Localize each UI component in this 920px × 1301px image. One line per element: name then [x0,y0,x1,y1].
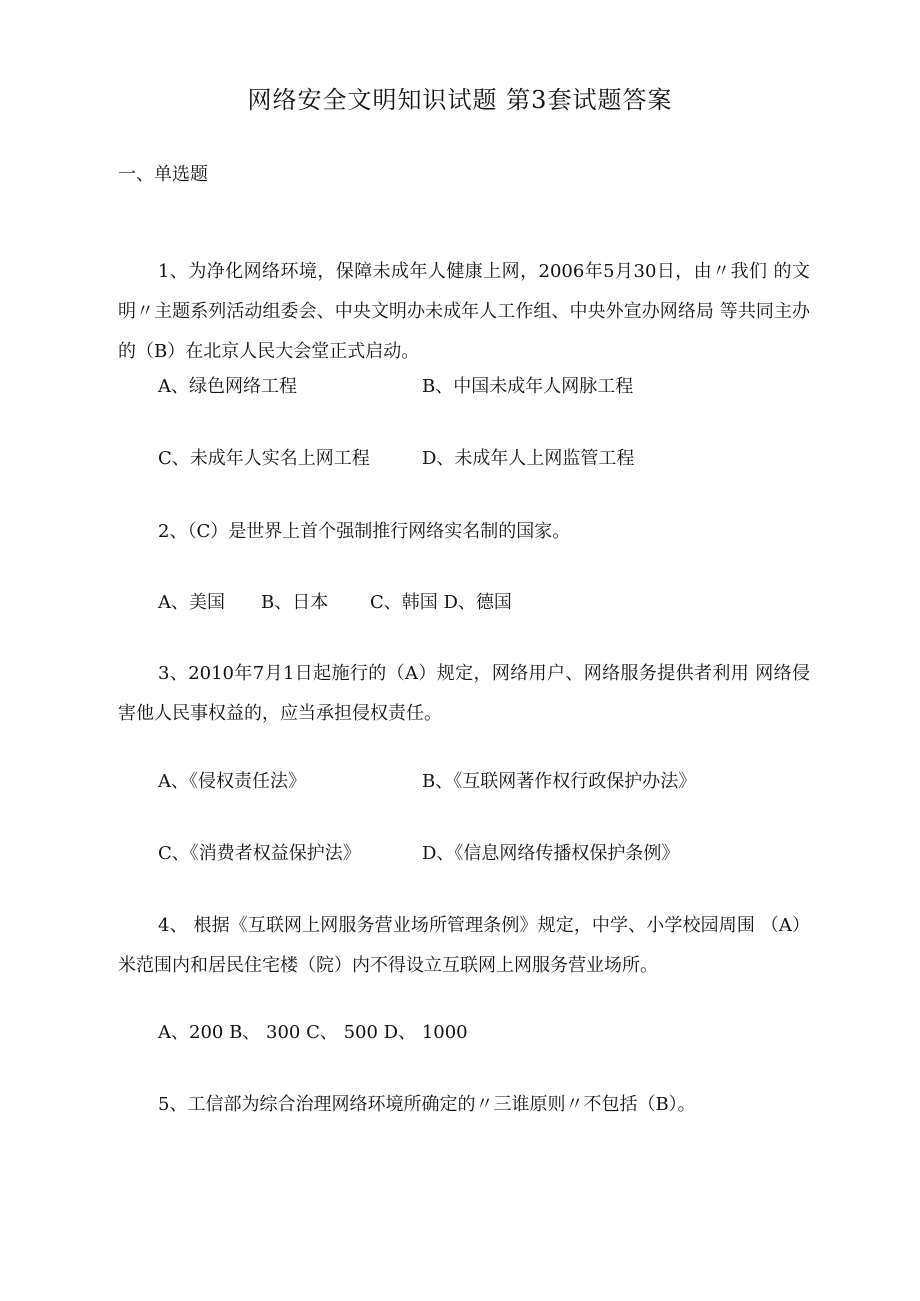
question-2: 2、（C）是世界上首个强制推行网络实名制的国家。 [158,521,571,542]
question-5: 5、工信部为综合治理网络环境所确定的〃三谁原则〃不包括（B）。 [158,1094,696,1115]
option-a: A、绿色网络工程 [158,376,297,397]
question-4: 4、 根据《互联网上网服务营业场所管理条例》规定，中学、小学校园周围 （A）米范围内和居民住宅楼（院）内不得设立互联网上网服务营业场所。 [118,915,810,976]
question-3-options-row-1 [158,767,810,797]
option-d: D、《信息网络传播权保护条例》 [422,843,680,864]
option-c: C、未成年人实名上网工程 [158,448,370,469]
question-3-options-row-2 [158,839,810,869]
option-b: B、中国未成年人网脉工程 [422,376,634,397]
option-d: D、未成年人上网监管工程 [422,448,635,469]
question-3: 3、2010年7月1日起施行的（A）规定，网络用户、网络服务提供者利用 网络侵害他人民事权益的，应当承担侵权责任。 [118,663,810,724]
question-4-options: A、200 B、 300 C、 500 D、 1000 [158,1022,468,1043]
option-b: B、《互联网著作权行政保护办法》 [422,771,697,792]
question-2-options: A、美国 B、日本 C、韩国 D、德国 [158,592,512,613]
option-c: C、《消费者权益保护法》 [158,843,361,864]
document-title: 网络安全文明知识试题 第3套试题答案 [247,86,673,114]
question-1: 1、为净化网络环境，保障未成年人健康上网，2006年5月30日，由〃我们 的文明〃主题系列活动组委会、中央文明办未成年人工作组、中央外宣办网络局 等共同主办的（B）在北京人民大会堂正式启动。 [118,261,810,362]
question-1-options-row-2 [158,444,810,474]
option-a: A、《侵权责任法》 [158,771,306,792]
question-1-options-row-1 [158,372,810,402]
section-heading: 一、单选题 [118,164,208,185]
